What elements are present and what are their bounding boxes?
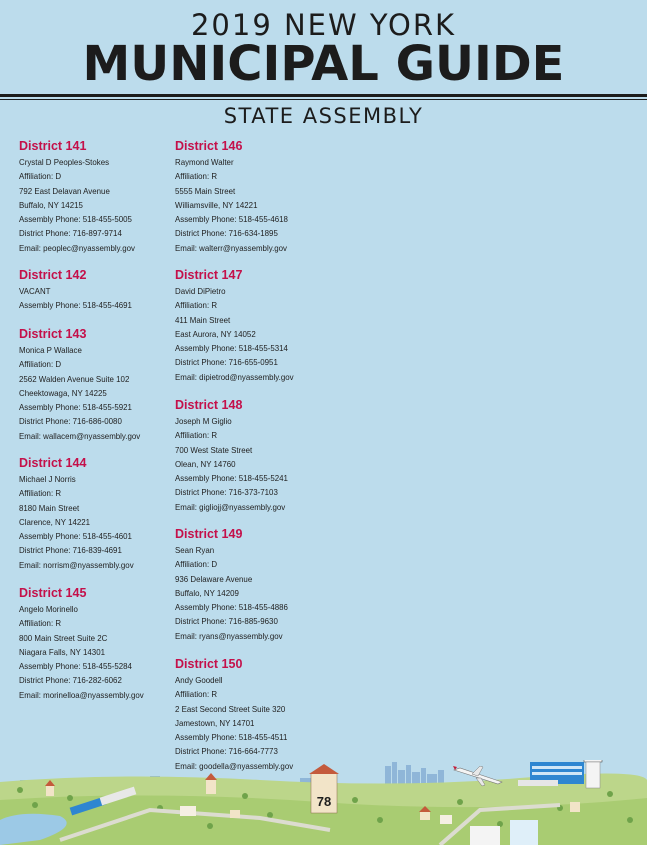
city-state-zip: Niagara Falls, NY 14301 xyxy=(19,646,106,657)
city-state-zip: Cheektowaga, NY 14225 xyxy=(19,387,107,398)
email[interactable]: Email: wallacem@nyassembly.gov xyxy=(19,430,141,441)
affiliation: Affiliation: R xyxy=(175,689,218,700)
representative-name: VACANT xyxy=(19,286,51,296)
street-address: 2562 Walden Avenue Suite 102 xyxy=(19,373,130,384)
office-block xyxy=(510,820,538,845)
street-address: 700 West State Street xyxy=(175,444,253,455)
city-state-zip: Buffalo, NY 14215 xyxy=(19,199,83,210)
email[interactable]: Email: ryans@nyassembly.gov xyxy=(175,630,283,641)
email[interactable]: Email: peoplec@nyassembly.gov xyxy=(19,242,135,253)
representative-name: Michael J Norris xyxy=(19,474,76,484)
district-entry xyxy=(175,527,325,657)
district-entry xyxy=(175,139,325,268)
assembly-phone: Assembly Phone: 518-455-4511 xyxy=(175,732,288,743)
representative-name: Monica P Wallace xyxy=(19,345,82,355)
district-entry xyxy=(19,456,169,586)
email[interactable]: Email: morinelloa@nyassembly.gov xyxy=(19,689,144,700)
district-heading: District 148 xyxy=(175,398,243,412)
affiliation: Affiliation: R xyxy=(19,488,62,499)
representative-name: Angelo Morinello xyxy=(19,604,78,614)
representative-name: David DiPietro xyxy=(175,286,226,296)
assembly-phone: Assembly Phone: 518-455-5005 xyxy=(19,214,132,225)
district-phone: District Phone: 716-373-7103 xyxy=(175,487,278,498)
assembly-phone: Assembly Phone: 518-455-5241 xyxy=(175,473,288,484)
district-phone: District Phone: 716-655-0951 xyxy=(175,357,278,368)
street-address: 8180 Main Street xyxy=(19,502,80,513)
airplane-illustration xyxy=(452,766,504,788)
representative-name: Crystal D Peoples-Stokes xyxy=(19,157,110,167)
district-column-left xyxy=(19,139,169,715)
district-phone: District Phone: 716-839-4691 xyxy=(19,545,122,556)
email[interactable]: Email: dipietrod@nyassembly.gov xyxy=(175,371,294,382)
district-phone: District Phone: 716-686-0080 xyxy=(19,416,122,427)
city-state-zip: Olean, NY 14760 xyxy=(175,458,236,469)
district-entry xyxy=(175,268,325,398)
blue-stadium xyxy=(518,762,584,786)
district-heading: District 146 xyxy=(175,139,243,153)
affiliation: Affiliation: D xyxy=(19,171,62,182)
district-entry xyxy=(19,268,169,327)
street-address: 792 East Delavan Avenue xyxy=(19,185,110,196)
street-address: 800 Main Street Suite 2C xyxy=(19,632,108,643)
header-rule-thin xyxy=(0,99,647,100)
city-skyline-illustration xyxy=(0,760,647,845)
street-address: 936 Delaware Avenue xyxy=(175,573,253,584)
district-entry xyxy=(175,398,325,527)
representative-name: Andy Goodell xyxy=(175,675,223,685)
control-tower xyxy=(584,760,602,788)
street-address: 2 East Second Street Suite 320 xyxy=(175,703,286,714)
assembly-phone: Assembly Phone: 518-455-5314 xyxy=(175,343,288,354)
route-78-label: 78 xyxy=(316,794,332,809)
representative-name: Joseph M Giglio xyxy=(175,416,232,426)
district-phone: District Phone: 716-885-9630 xyxy=(175,616,278,627)
district-phone: District Phone: 716-634-1895 xyxy=(175,228,278,239)
assembly-phone: Assembly Phone: 518-455-5284 xyxy=(19,661,132,672)
district-heading: District 144 xyxy=(19,456,87,470)
city-state-zip: Clarence, NY 14221 xyxy=(19,516,91,527)
street-address: 411 Main Street xyxy=(175,314,231,325)
city-state-zip: Buffalo, NY 14209 xyxy=(175,587,239,598)
affiliation: Affiliation: D xyxy=(19,359,62,370)
district-phone: District Phone: 716-664-7773 xyxy=(175,746,278,757)
email[interactable]: Email: gigliojj@nyassembly.gov xyxy=(175,501,286,512)
district-heading: District 150 xyxy=(175,657,243,671)
assembly-phone: Assembly Phone: 518-455-4886 xyxy=(175,602,288,613)
section-title: STATE ASSEMBLY xyxy=(223,104,424,128)
district-heading: District 145 xyxy=(19,586,87,600)
assembly-phone: Assembly Phone: 518-455-4601 xyxy=(19,531,132,542)
guide-main-title: MUNICIPAL GUIDE xyxy=(82,36,565,92)
affiliation: Affiliation: R xyxy=(175,300,218,311)
header-rule-thick xyxy=(0,94,647,97)
city-state-zip: Williamsville, NY 14221 xyxy=(175,199,258,210)
district-phone: District Phone: 716-282-6062 xyxy=(19,675,122,686)
email[interactable]: Email: norrism@nyassembly.gov xyxy=(19,559,134,570)
district-phone: District Phone: 716-897-9714 xyxy=(19,228,122,239)
city-state-zip: East Aurora, NY 14052 xyxy=(175,328,256,339)
district-entry xyxy=(19,139,169,268)
email[interactable]: Email: walterr@nyassembly.gov xyxy=(175,242,288,253)
assembly-phone: Assembly Phone: 518-455-5921 xyxy=(19,402,132,413)
district-heading: District 143 xyxy=(19,327,87,341)
district-heading: District 141 xyxy=(19,139,87,153)
guide-year-title: 2019 NEW YORK xyxy=(190,8,457,42)
affiliation: Affiliation: R xyxy=(175,430,218,441)
district-entry xyxy=(19,586,169,715)
email[interactable]: Email: goodella@nyassembly.gov xyxy=(175,760,294,771)
district-heading: District 149 xyxy=(175,527,243,541)
district-column-right xyxy=(175,139,325,786)
district-heading: District 142 xyxy=(19,268,87,282)
district-heading: District 147 xyxy=(175,268,243,282)
district-entry xyxy=(19,327,169,456)
affiliation: Affiliation: R xyxy=(175,171,218,182)
assembly-phone: Assembly Phone: 518-455-4618 xyxy=(175,214,288,225)
warehouse xyxy=(470,826,500,845)
street-address: 5555 Main Street xyxy=(175,185,236,196)
representative-name: Raymond Walter xyxy=(175,157,234,167)
affiliation: Affiliation: R xyxy=(19,618,62,629)
city-state-zip: Jamestown, NY 14701 xyxy=(175,717,255,728)
affiliation: Affiliation: D xyxy=(175,559,218,570)
representative-name: Sean Ryan xyxy=(175,545,215,555)
route-78-tower xyxy=(309,764,339,813)
assembly-phone: Assembly Phone: 518-455-4691 xyxy=(19,300,132,311)
